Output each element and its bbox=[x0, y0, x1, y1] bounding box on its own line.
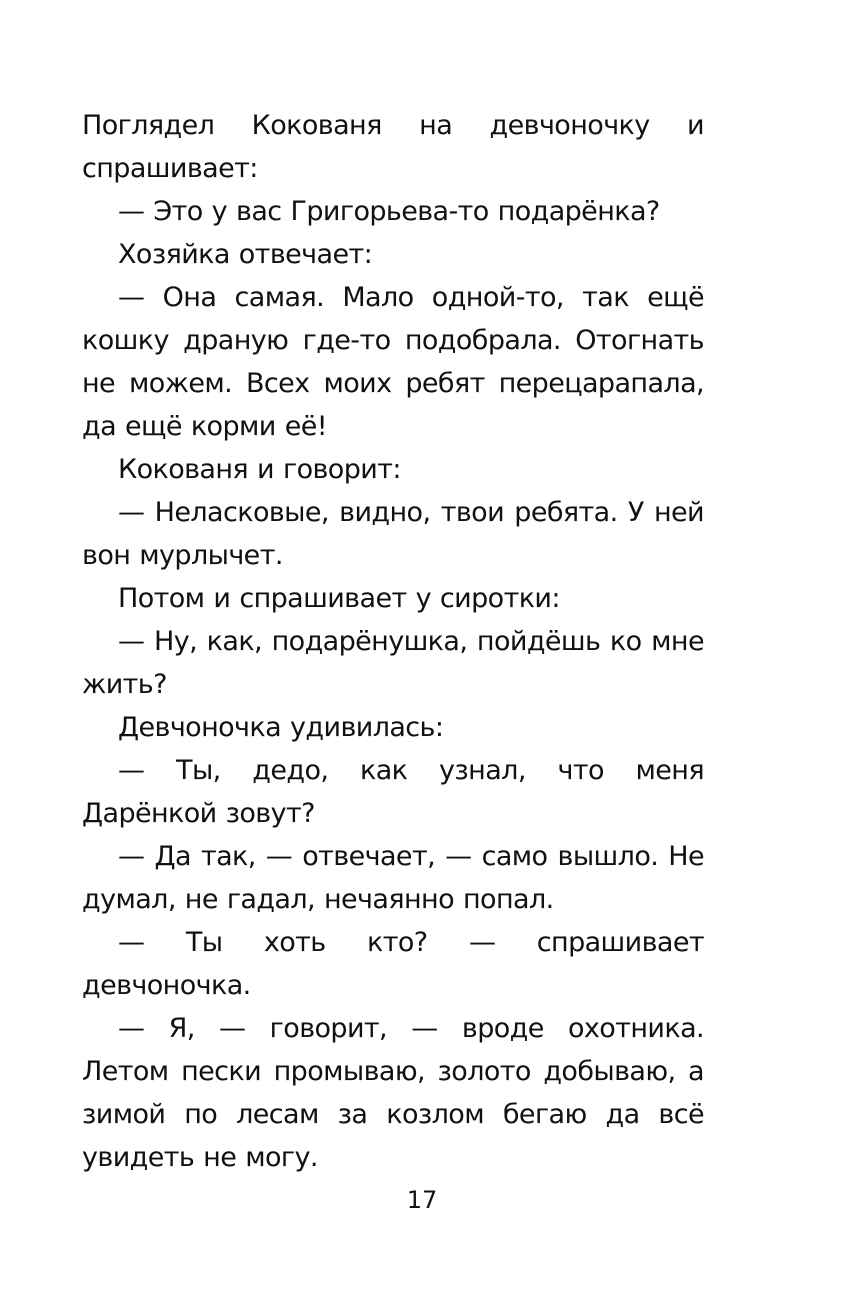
paragraph-4: — Она самая. Мало одной-то, так ещё кошку драную где-то подобрала. Отогнать не можем. Всех моих ребят перецарапала, да ещё корми её! bbox=[82, 282, 704, 442]
paragraph-10: — Ты, дедо, как узнал, что меня Дарёнкой зовут? bbox=[82, 755, 704, 829]
paragraph-5: Кокованя и говорит: bbox=[118, 454, 401, 485]
paragraph-13: — Я, — говорит, — вроде охотника. Летом пески промываю, золото добываю, а зимой по лесам за козлом бегаю да всё увидеть не могу. bbox=[82, 1013, 704, 1173]
paragraph-12: — Ты хоть кто? — спрашивает девчоночка. bbox=[82, 927, 704, 1001]
paragraph-11: — Да так, — отвечает, — само вышло. Не думал, не гадал, нечаянно попал. bbox=[82, 841, 704, 915]
paragraph-7: Потом и спрашивает у сиротки: bbox=[118, 583, 560, 614]
story-text bbox=[82, 104, 704, 1179]
paragraph-8: — Ну, как, подарёнушка, пойдёшь ко мне жить? bbox=[82, 626, 704, 700]
paragraph-2: — Это у вас Григорьева-то подарёнка? bbox=[118, 196, 660, 227]
page-number: 17 bbox=[406, 1186, 438, 1214]
paragraph-9: Девчоночка удивилась: bbox=[118, 712, 444, 743]
paragraph-3: Хозяйка отвечает: bbox=[118, 239, 373, 270]
paragraph-6: — Неласковые, видно, твои ребята. У ней вон мурлычет. bbox=[82, 497, 704, 571]
paragraph-1: Поглядел Кокованя на девчоночку и спрашивает: bbox=[82, 110, 704, 184]
